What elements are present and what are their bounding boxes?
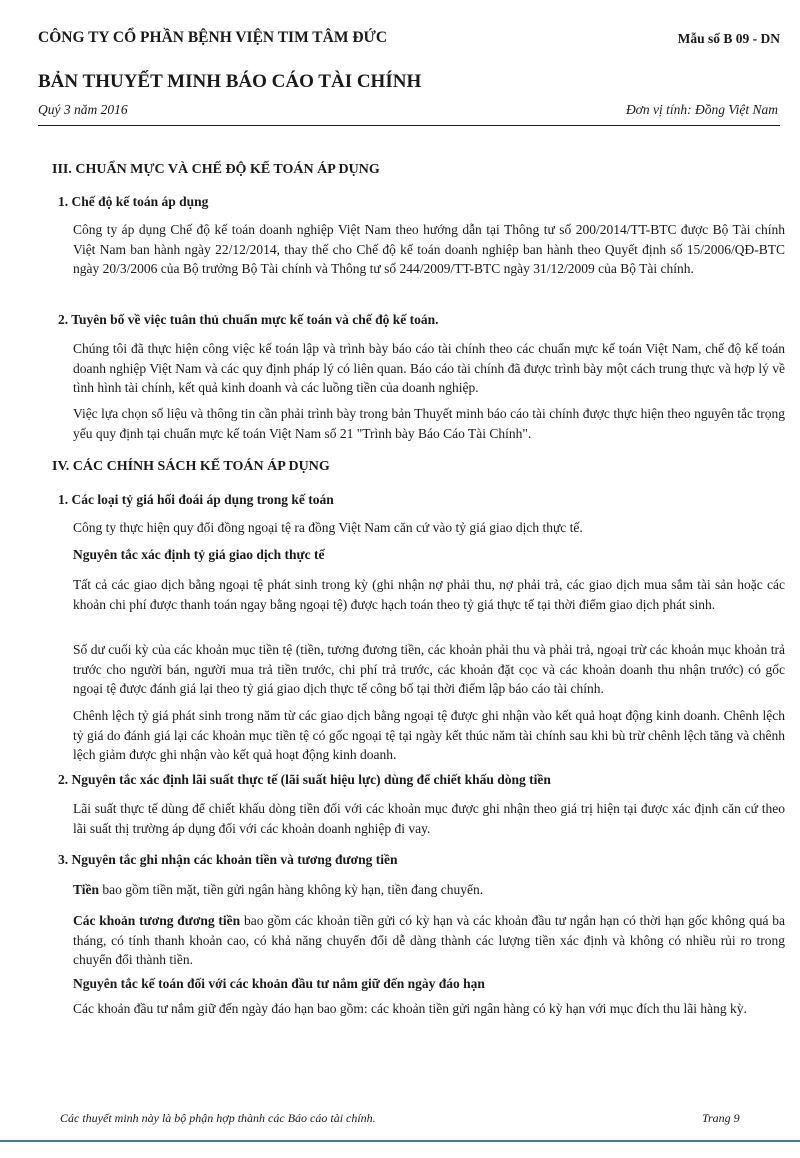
exchange-rate-principle-title: Nguyên tắc xác định tỷ giá giao dịch thực tế [73,547,325,562]
cash-text: bao gồm tiền mặt, tiền gửi ngân hàng không kỳ hạn, tiền đang chuyển. [99,882,484,897]
document-title: BẢN THUYẾT MINH BÁO CÁO TÀI CHÍNH [38,71,422,92]
footer-rule [0,1140,800,1142]
company-name: CÔNG TY CỔ PHẦN BỆNH VIỆN TIM TÂM ĐỨC [38,29,388,46]
reporting-period: Quý 3 năm 2016 [38,102,128,117]
section-3-item-2-text-2: Việc lựa chọn số liệu và thông tin cần phải trình bày trong bản Thuyết minh báo cáo tài chính được thực hiện theo nguyên tắc trọng yếu quy định tại chuẩn mực kế toán Việt Nam số 21 "Trình bày Báo Cáo Tài Chính". [73,406,785,441]
page-number: Trang 9 [702,1111,740,1125]
cash-equivalents-text: bao gồm các khoản tiền gửi có kỳ hạn và các khoản đầu tư ngắn hạn có thời hạn gốc không quá ba tháng, có tính thanh khoản cao, có khả năng chuyển đổi dễ dàng thành các lượng tiền xác định và không có nhiều rủi ro trong chuyển đổi thành tiền. [73,913,786,967]
exchange-rate-principle-text-1: Tất cả các giao dịch bằng ngoại tệ phát sinh trong kỳ (ghi nhận nợ phải thu, nợ phải trả, các giao dịch mua sắm tài sản hoặc các khoản chi phí được thanh toán ngay bằng ngoại tệ) được hạch toán theo tỷ giá thực tế tại thời điểm giao dịch phát sinh. [73,577,785,612]
currency-unit: Đơn vị tính: Đồng Việt Nam [625,102,778,117]
cash-definition [73,880,785,900]
section-4-item-3-title: 3. Nguyên tắc ghi nhận các khoản tiền và tương đương tiền [58,852,398,867]
section-4-item-1-title: 1. Các loại tỷ giá hối đoái áp dụng trong kế toán [58,492,334,507]
held-to-maturity-text: Các khoản đầu tư nắm giữ đến ngày đáo hạn bao gồm: các khoản tiền gửi ngân hàng có kỳ hạn với mục đích thu lãi hàng kỳ. [73,1001,747,1016]
header-divider [38,125,780,126]
section-4-item-2-text: Lãi suất thực tế dùng để chiết khấu dòng tiền đối với các khoản mục được ghi nhận theo giá trị hiện tại được xác định căn cứ theo lãi suất thị trường áp dụng đối với các khoản doanh nghiệp đi vay. [73,801,785,836]
section-4-title: IV. CÁC CHÍNH SÁCH KẾ TOÁN ÁP DỤNG [52,459,330,474]
section-3-item-1-text: Công ty áp dụng Chế độ kế toán doanh nghiệp Việt Nam theo hướng dẫn tại Thông tư số 200/2014/TT-BTC được Bộ Tài chính Việt Nam ban hành ngày 22/12/2014, thay thế cho Chế độ kế toán doanh nghiệp ban hành theo Quyết định số 15/2006/QĐ-BTC ngày 20/3/2006 của Bộ trưởng Bộ Tài chính và Thông tư số 244/2009/TT-BTC ngày 31/12/2009 của Bộ Tài chính. [73,222,785,276]
footer-note: Các thuyết minh này là bộ phận hợp thành các Báo cáo tài chính. [60,1111,376,1125]
exchange-rate-principle-text-3: Chênh lệch tỷ giá phát sinh trong năm từ các giao dịch bằng ngoại tệ được ghi nhận vào kết quả hoạt động kinh doanh. Chênh lệch tỷ giá do đánh giá lại các khoản mục tiền tệ có gốc ngoại tệ tại ngày kết thúc năm tài chính sau khi bù trừ chênh lệch tăng và chênh lệch giảm được ghi nhận vào kết quả hoạt động kinh doanh. [73,708,785,762]
cash-term: Tiền [73,882,100,897]
section-3-item-1-title: 1. Chế độ kế toán áp dụng [58,194,209,209]
section-3-item-2-text-1: Chúng tôi đã thực hiện công việc kế toán lập và trình bày báo cáo tài chính theo các chuẩn mực kế toán Việt Nam, chế độ kế toán doanh nghiệp Việt Nam và các quy định pháp lý có liên quan. Báo cáo tài chính đã được trình bày một cách trung thực và hợp lý về tình hình tài chính, kết quả kinh doanh và các luồng tiền của doanh nghiệp. [73,341,785,395]
form-code: Mẫu số B 09 - DN [677,31,780,46]
section-3-title: III. CHUẨN MỰC VÀ CHẾ ĐỘ KẾ TOÁN ÁP DỤNG [52,162,380,177]
held-to-maturity-title: Nguyên tắc kế toán đối với các khoản đầu tư nắm giữ đến ngày đáo hạn [73,976,485,991]
section-4-item-2-title: 2. Nguyên tắc xác định lãi suất thực tế (lãi suất hiệu lực) dùng để chiết khấu dòng tiền [58,772,551,787]
section-4-item-1-text: Công ty thực hiện quy đổi đồng ngoại tệ ra đồng Việt Nam căn cứ vào tỷ giá giao dịch thực tế. [73,520,583,535]
section-3-item-2-title: 2. Tuyên bố về việc tuân thủ chuẩn mực kế toán và chế độ kế toán. [58,312,439,327]
exchange-rate-principle-text-2: Số dư cuối kỳ của các khoản mục tiền tệ (tiền, tương đương tiền, các khoản phải thu và phải trả, ngoại trừ các khoản mục khoản trả trước cho người bán, người mua trả tiền trước, chi phí trả trước, các khoản đặt cọc và các khoản doanh thu nhận trước) có gốc ngoại tệ được đánh giá lại theo tỷ giá giao dịch thực tế công bố tại thời điểm lập báo cáo tài chính. [73,642,785,696]
cash-equivalents-definition [73,911,785,970]
cash-equivalents-term: Các khoản tương đương tiền [73,913,241,928]
